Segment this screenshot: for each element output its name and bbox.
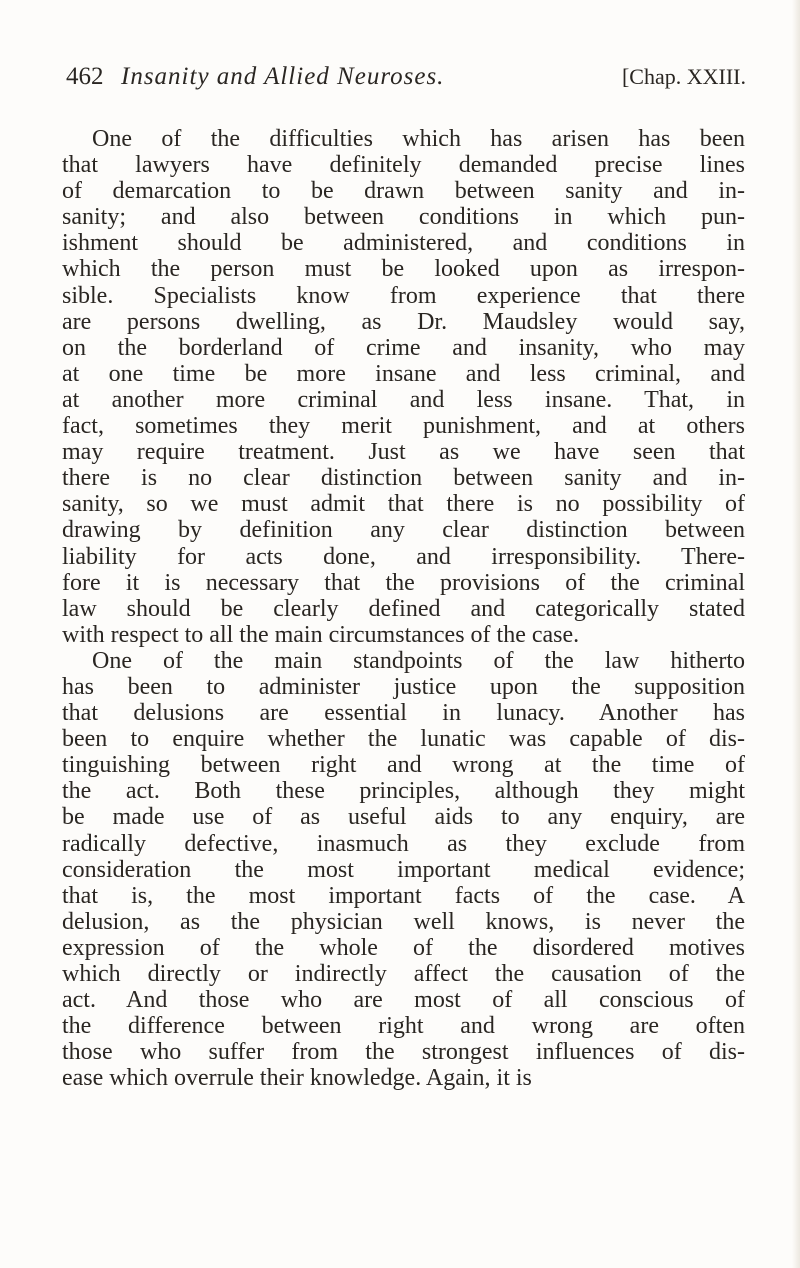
running-title: Insanity and Allied Neuroses. [121, 63, 445, 90]
text-line: that delusions are essential in lunacy. Another has [62, 700, 745, 727]
text-line: at another more criminal and less insane. That, in [62, 386, 745, 413]
text-line: there is no clear distinction between sanity and in- [62, 465, 745, 492]
text-line: be made use of as useful aids to any enquiry, are [62, 804, 745, 831]
text-line: sanity, so we must admit that there is no possibility of [62, 491, 745, 518]
text-line: radically defective, inasmuch as they exclude from [62, 830, 745, 857]
text-line: law should be clearly defined and categorically stated [62, 595, 745, 622]
page-number: 462 [66, 63, 104, 90]
text-line: that is, the most important facts of the case. A [62, 882, 745, 909]
text-line: the act. Both these principles, although they might [62, 778, 745, 805]
text-line: on the borderland of crime and insanity, who may [62, 334, 745, 361]
text-line: which the person must be looked upon as irrespon- [62, 256, 745, 283]
text-line: ease which overrule their knowledge. Again, it is [62, 1065, 532, 1092]
text-line: One of the main standpoints of the law hitherto [92, 647, 745, 674]
text-line: fore it is necessary that the provisions of the criminal [62, 569, 745, 596]
text-line: ishment should be administered, and conditions in [62, 230, 745, 257]
text-line: drawing by definition any clear distinction between [62, 517, 745, 544]
text-line: One of the difficulties which has arisen has been [92, 126, 745, 152]
text-line: delusion, as the physician well knows, is never the [62, 908, 745, 935]
body-text [62, 126, 745, 1091]
text-line: with respect to all the main circumstances of the case. [62, 621, 580, 648]
text-line: been to enquire whether the lunatic was capable of dis- [62, 726, 745, 753]
text-line: liability for acts done, and irresponsibility. There- [62, 543, 745, 570]
text-line: of demarcation to be drawn between sanity and in- [62, 178, 745, 205]
text-line: at one time be more insane and less criminal, and [62, 360, 745, 387]
text-line: has been to administer justice upon the supposition [62, 673, 745, 700]
running-header [66, 60, 746, 94]
text-line: sanity; and also between conditions in which pun- [62, 204, 745, 231]
paragraph-1 [62, 126, 745, 648]
text-line: may require treatment. Just as we have seen that [62, 439, 745, 466]
text-line: sible. Specialists know from experience that there [62, 282, 745, 309]
page-edge-shadow [792, 0, 800, 1268]
text-line: those who suffer from the strongest influences of dis- [62, 1039, 745, 1066]
text-line: act. And those who are most of all conscious of [62, 987, 745, 1014]
text-line: expression of the whole of the disordered motives [62, 934, 745, 961]
text-line: are persons dwelling, as Dr. Maudsley would say, [62, 308, 745, 335]
text-line: which directly or indirectly affect the causation of the [62, 961, 745, 987]
paragraph-2 [62, 648, 745, 1092]
text-line: tinguishing between right and wrong at the time of [62, 752, 745, 779]
chapter-label: [Chap. XXIII. [621, 64, 746, 89]
text-line: consideration the most important medical evidence; [62, 856, 745, 883]
text-line: the difference between right and wrong are often [62, 1013, 745, 1040]
text-line: that lawyers have definitely demanded precise lines [62, 152, 745, 179]
text-line: fact, sometimes they merit punishment, and at others [62, 413, 745, 440]
